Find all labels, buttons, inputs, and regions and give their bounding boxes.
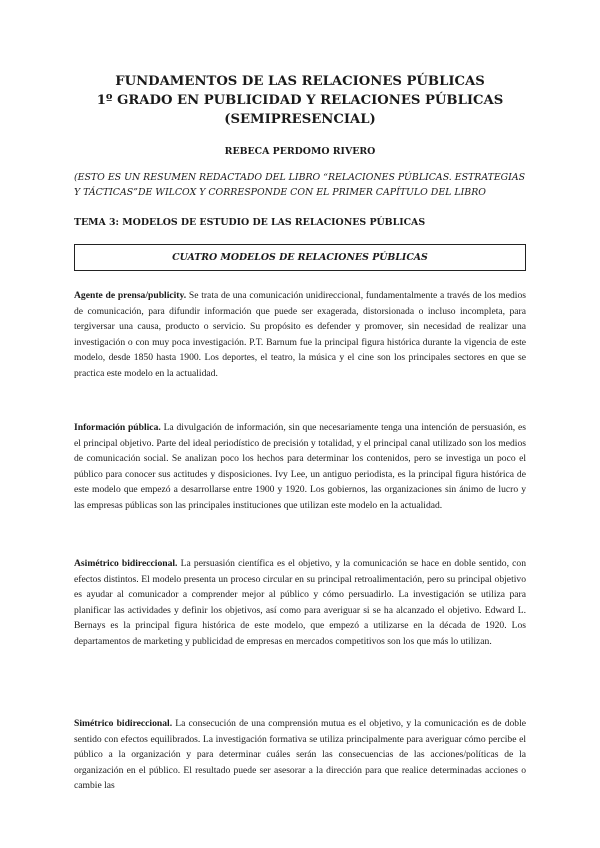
boxed-heading-text: CUATRO MODELOS DE RELACIONES PÚBLICAS xyxy=(172,252,428,263)
document-title xyxy=(60,72,540,129)
paragraph-simetrico-bidireccional xyxy=(74,716,526,794)
paragraph-agente-de-prensa xyxy=(74,288,526,381)
paragraph-lead: Simétrico bidireccional. xyxy=(74,718,173,729)
section-heading: TEMA 3: MODELOS DE ESTUDIO DE LAS RELACIONES PÚBLICAS xyxy=(74,217,426,228)
paragraph-lead: Asimétrico bidireccional. xyxy=(74,558,178,569)
title-line-2: 1º GRADO EN PUBLICIDAD Y RELACIONES PÚBLICAS xyxy=(96,93,504,108)
boxed-heading xyxy=(74,244,526,271)
paragraph-lead: Información pública. xyxy=(74,422,161,433)
paragraph-text: La consecución de una comprensión mutua es el objetivo, y la comunicación es de doble sentido con efectos equilibrados. La investigación formativa se utiliza principalmente para averiguar cómo percibe el público a la organización y para determinar cuáles serán las consecuencias de las acciones/políticas de la organización en el público. El resultado puede ser asesorar a la dirección para que realice determinadas acciones o cambie las xyxy=(74,718,527,791)
title-line-1: FUNDAMENTOS DE LAS RELACIONES PÚBLICAS xyxy=(115,74,485,89)
author-name: REBECA PERDOMO RIVERO xyxy=(224,146,376,157)
summary-note: (ESTO ES UN RESUMEN REDACTADO DEL LIBRO “RELACIONES PÚBLICAS. ESTRATEGIAS Y TÁCTICAS”DE WILCOX Y CORRESPONDE CON EL PRIMER CAPÍTULO DEL LIBRO xyxy=(74,172,526,198)
paragraph-lead: Agente de prensa/publicity. xyxy=(74,290,187,301)
title-line-3: (SEMIPRESENCIAL) xyxy=(224,112,376,127)
paragraph-informacion-publica xyxy=(74,420,526,513)
paragraph-text: La persuasión científica es el objetivo, y la comunicación se hace en doble sentido, con efectos distintos. El modelo presenta un proceso circular en su principal retroalimentación, pero su principal objetivo es ayudar al comunicador a comprender mejor al público y cómo persuadirlo. La investigación se utiliza para planificar las actividades y definir los objetivos, así como para averiguar si se ha alcanzado el objetivo. Edward L. Bernays es la principal figura histórica de este modelo, que empezó a utilizarse en la década de 1920. Los departamentos de marketing y publicidad de empresas en mercados competitivos son los que más lo utilizan. xyxy=(74,558,527,647)
paragraph-text: Se trata de una comunicación unidireccional, fundamentalmente a través de los medios de comunicación, para difundir información que puede ser exagerada, distorsionada o incluso incompleta, para tergiversar una causa, producto o servicio. Su propósito es defender y promover, sin necesidad de realizar una investigación o con muy poca investigación. P.T. Barnum fue la principal figura histórica durante la vigencia de este modelo, desde 1850 hasta 1900. Los deportes, el teatro, la música y el cine son los principales sectores en que se practica este modelo en la actualidad. xyxy=(74,290,526,379)
paragraph-text: La divulgación de información, sin que necesariamente tenga una intención de persuasión, es el principal objetivo. Parte del ideal periodístico de precisión y totalidad, y el principal canal utilizado son los medios de comunicación social. Se analizan poco los hechos para determinar los contenidos, pero se investiga un poco el público para conocer sus actitudes y disposiciones. Ivy Lee, un antiguo periodista, es la principal figura histórica de este modelo que empezó a desarrollarse entre 1900 y 1920. Los gobiernos, las organizaciones sin ánimo de lucro y las empresas públicas son las principales instituciones que utilizan este modelo en la actualidad. xyxy=(74,422,526,511)
paragraph-asimetrico-bidireccional xyxy=(74,556,526,649)
